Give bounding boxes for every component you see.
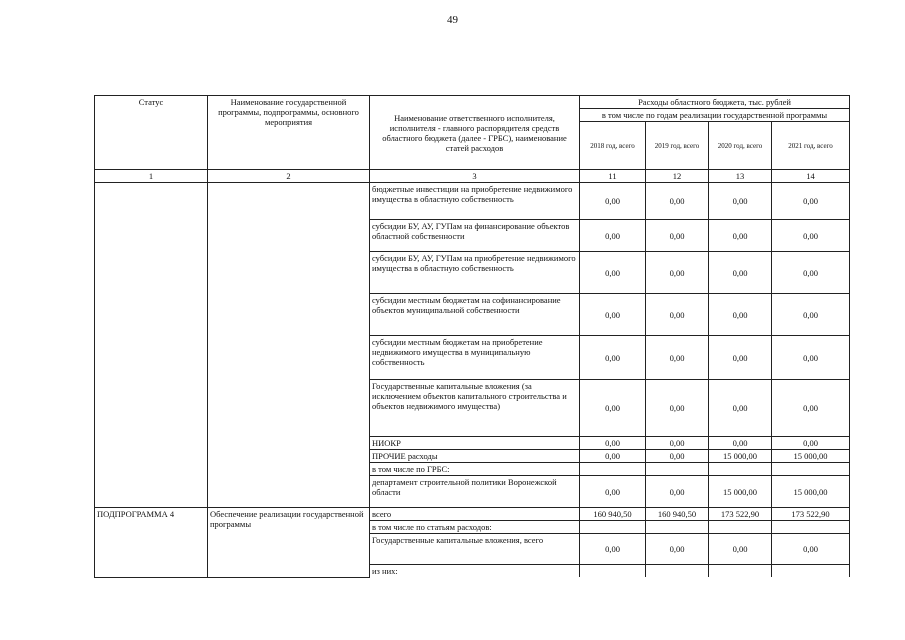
- value-2019: [646, 565, 709, 578]
- value-2019: 0,00: [646, 450, 709, 463]
- value-2019: 0,00: [646, 183, 709, 220]
- value-2020: 173 522,90: [709, 508, 772, 521]
- value-2020: 0,00: [709, 183, 772, 220]
- header-year-2019: 2019 год, всего: [646, 122, 709, 170]
- value-2019: [646, 463, 709, 476]
- value-2019: 0,00: [646, 534, 709, 565]
- value-2019: 0,00: [646, 437, 709, 450]
- value-2020: 0,00: [709, 336, 772, 380]
- col-number: 12: [646, 170, 709, 183]
- subprogram-status: ПОДПРОГРАММА 4: [95, 508, 208, 578]
- header-expenses: Расходы областного бюджета, тыс. рублей: [580, 96, 850, 109]
- row-label: ПРОЧИЕ расходы: [370, 450, 580, 463]
- value-2019: 0,00: [646, 220, 709, 252]
- row-label: НИОКР: [370, 437, 580, 450]
- value-2019: 0,00: [646, 380, 709, 437]
- row-label: субсидии местным бюджетам на софинансирование объектов муниципальной собственности: [370, 294, 580, 336]
- value-2021: 0,00: [772, 220, 850, 252]
- value-2020: 0,00: [709, 252, 772, 294]
- value-2021: 15 000,00: [772, 450, 850, 463]
- col-number: 13: [709, 170, 772, 183]
- row-label: Государственные капитальные вложения, всего: [370, 534, 580, 565]
- value-2019: 0,00: [646, 336, 709, 380]
- value-2021: 0,00: [772, 534, 850, 565]
- value-2018: 0,00: [580, 437, 646, 450]
- header-executor: Наименование ответственного исполнителя, исполнителя - главного распорядителя средств областного бюджета (далее - ГРБС), наименование статей расходов: [370, 96, 580, 170]
- value-2018: 0,00: [580, 534, 646, 565]
- table-row: [95, 508, 850, 521]
- value-2018: 0,00: [580, 220, 646, 252]
- value-2021: 0,00: [772, 183, 850, 220]
- value-2018: [580, 565, 646, 578]
- value-2021: 173 522,90: [772, 508, 850, 521]
- value-2021: 0,00: [772, 437, 850, 450]
- header-year-2018: 2018 год, всего: [580, 122, 646, 170]
- row-label: субсидии БУ, АУ, ГУПам на приобретение недвижимого имущества в областную собственность: [370, 252, 580, 294]
- value-2021: 15 000,00: [772, 476, 850, 508]
- value-2020: 0,00: [709, 294, 772, 336]
- value-2021: [772, 463, 850, 476]
- value-2018: 0,00: [580, 294, 646, 336]
- value-2020: [709, 521, 772, 534]
- row-label: всего: [370, 508, 580, 521]
- budget-table: [94, 95, 850, 578]
- col-number: 14: [772, 170, 850, 183]
- col-number: 1: [95, 170, 208, 183]
- value-2020: [709, 463, 772, 476]
- value-2020: 0,00: [709, 380, 772, 437]
- col-number: 11: [580, 170, 646, 183]
- header-status: Статус: [95, 96, 208, 170]
- value-2020: 15 000,00: [709, 476, 772, 508]
- header-year-2020: 2020 год, всего: [709, 122, 772, 170]
- value-2018: [580, 463, 646, 476]
- value-2021: 0,00: [772, 252, 850, 294]
- value-2020: 0,00: [709, 220, 772, 252]
- value-2018: [580, 521, 646, 534]
- value-2021: [772, 521, 850, 534]
- value-2021: 0,00: [772, 336, 850, 380]
- page-number: 49: [447, 14, 458, 26]
- row-label: субсидии местным бюджетам на приобретение недвижимого имущества в муниципальную собственность: [370, 336, 580, 380]
- value-2020: 15 000,00: [709, 450, 772, 463]
- row-label: департамент строительной политики Воронежской области: [370, 476, 580, 508]
- value-2018: 0,00: [580, 380, 646, 437]
- value-2020: 0,00: [709, 534, 772, 565]
- row-label: Государственные капитальные вложения (за исключением объектов капитального строительства и объектов недвижимого имущества): [370, 380, 580, 437]
- value-2018: 0,00: [580, 252, 646, 294]
- col-number: 3: [370, 170, 580, 183]
- value-2021: 0,00: [772, 294, 850, 336]
- table-row: [95, 183, 850, 220]
- program-cell-empty: [208, 183, 370, 508]
- row-label: бюджетные инвестиции на приобретение недвижимого имущества в областную собственность: [370, 183, 580, 220]
- value-2021: 0,00: [772, 380, 850, 437]
- row-label: в том числе по статьям расходов:: [370, 521, 580, 534]
- value-2018: 0,00: [580, 183, 646, 220]
- value-2018: 0,00: [580, 336, 646, 380]
- value-2020: 0,00: [709, 437, 772, 450]
- value-2018: 0,00: [580, 476, 646, 508]
- row-label: в том числе по ГРБС:: [370, 463, 580, 476]
- column-number-row: [95, 170, 850, 183]
- subprogram-name: Обеспечение реализации государственной программы: [208, 508, 370, 578]
- value-2019: 0,00: [646, 294, 709, 336]
- value-2019: 160 940,50: [646, 508, 709, 521]
- header-year-2021: 2021 год, всего: [772, 122, 850, 170]
- value-2018: 0,00: [580, 450, 646, 463]
- value-2020: [709, 565, 772, 578]
- value-2018: 160 940,50: [580, 508, 646, 521]
- row-label: из них:: [370, 565, 580, 578]
- value-2019: 0,00: [646, 252, 709, 294]
- header-by-years: в том числе по годам реализации государственной программы: [580, 109, 850, 122]
- row-label: субсидии БУ, АУ, ГУПам на финансирование объектов областной собственности: [370, 220, 580, 252]
- value-2021: [772, 565, 850, 578]
- header-program-name: Наименование государственной программы, подпрограммы, основного мероприятия: [208, 96, 370, 170]
- value-2019: [646, 521, 709, 534]
- value-2019: 0,00: [646, 476, 709, 508]
- status-cell-empty: [95, 183, 208, 508]
- col-number: 2: [208, 170, 370, 183]
